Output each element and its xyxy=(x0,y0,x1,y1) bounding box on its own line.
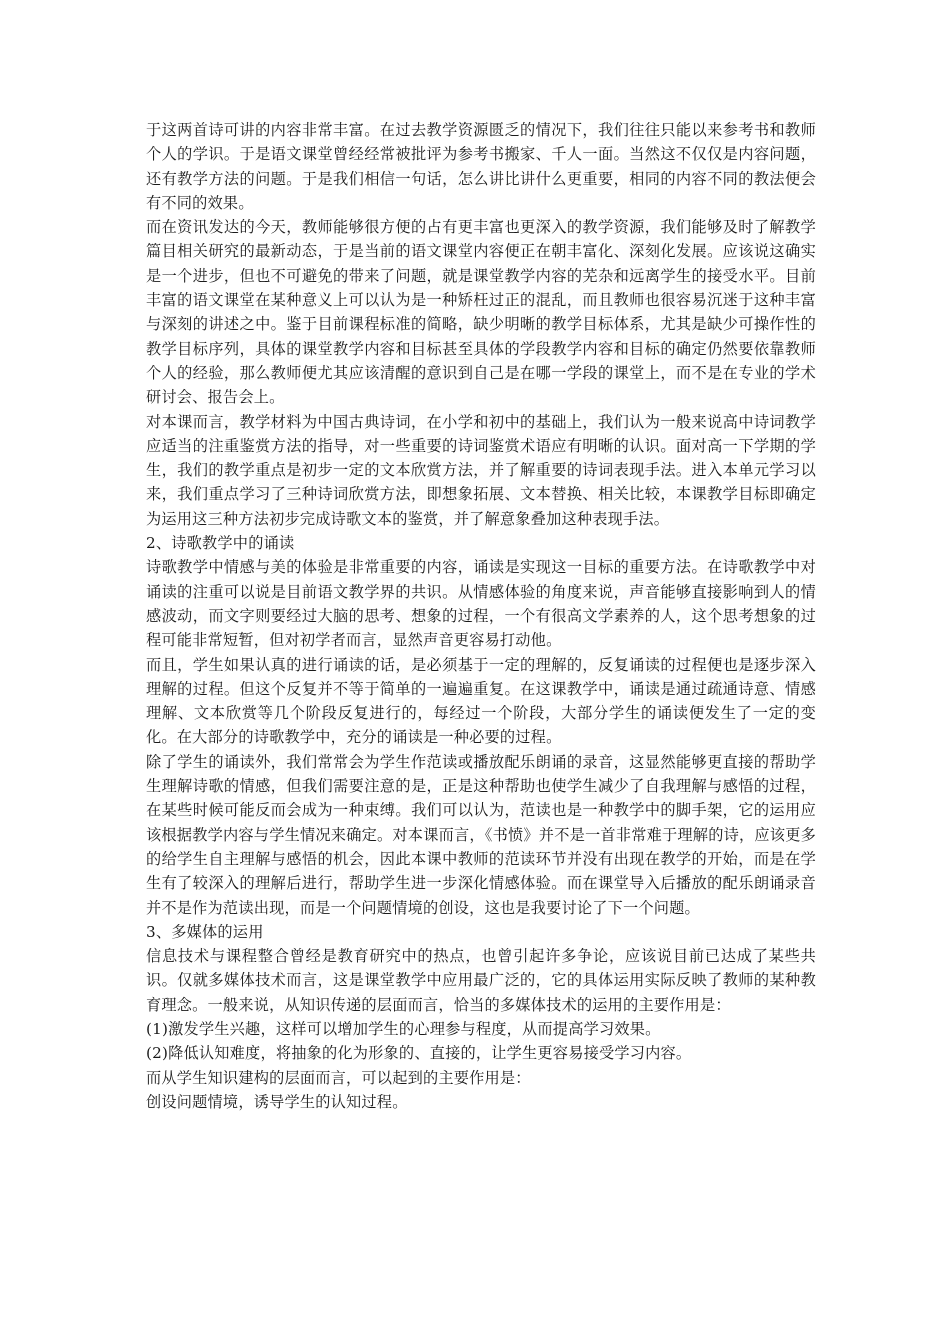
paragraph-course-goals: 对本课而言，教学材料为中国古典诗词，在小学和初中的基础上，我们认为一般来说高中诗词教学应适当的注重鉴赏方法的指导，对一些重要的诗词鉴赏术语应有明晰的认识。面对高一下学期的学生，我们的教学重点是初步一定的文本欣赏方法，并了解重要的诗词表现手法。进入本单元学习以来，我们重点学习了三种诗词欣赏方法，即想象拓展、文本替换、相关比较，本课教学目标即确定为运用这三种方法初步完成诗歌文本的鉴赏，并了解意象叠加这种表现手法。 xyxy=(146,412,816,528)
section-heading-multimedia: 3、多媒体的运用 xyxy=(146,922,264,941)
section-heading-recitation: 2、诗歌教学中的诵读 xyxy=(146,534,295,553)
paragraph-problem-situation: 创设问题情境，诱导学生的认知过程。 xyxy=(146,1092,408,1111)
document-body xyxy=(146,118,816,1114)
paragraph-knowledge-construction: 而从学生知识建构的层面而言，可以起到的主要作用是： xyxy=(146,1068,531,1087)
paragraph-recitation-understanding: 而且，学生如果认真的进行诵读的话，是必须基于一定的理解的，反复诵读的过程便也是逐步深入理解的过程。但这个反复并不等于简单的一遍遍重复。在这课教学中，诵读是通过疏通诗意、情感理解、文本欣赏等几个阶段反复进行的，每经过一个阶段，大部分学生的诵读便发生了一定的变化。在大部分的诗歌教学中，充分的诵读是一种必要的过程。 xyxy=(146,655,816,747)
list-item-reduce-difficulty: (2)降低认知难度，将抽象的化为形象的、直接的，让学生更容易接受学习内容。 xyxy=(146,1044,692,1063)
paragraph-intro-continued: 于这两首诗可讲的内容非常丰富。在过去教学资源匮乏的情况下，我们往往只能以来参考书和教师个人的学识。于是语文课堂曾经经常被批评为参考书搬家、千人一面。当然这不仅仅是内容问题，还有教学方法的问题。于是我们相信一句话，怎么讲比讲什么更重要，相同的内容不同的教法便会有不同的效果。 xyxy=(146,121,816,212)
paragraph-teaching-resources: 而在资讯发达的今天，教师能够很方便的占有更丰富也更深入的教学资源，我们能够及时了解教学篇目相关研究的最新动态，于是当前的语文课堂内容便正在朝丰富化、深刻化发展。应该说这确实是一个进步，但也不可避免的带来了问题，就是课堂教学内容的芜杂和远离学生的接受水平。目前丰富的语文课堂在某种意义上可以认为是一种矫枉过正的混乱，而且教师也很容易沉迷于这种丰富与深刻的讲述之中。鉴于目前课程标准的简略，缺少明晰的教学目标体系，尤其是缺少可操作性的教学目标序列，具体的课堂教学内容和目标甚至具体的学段教学内容和目标的确定仍然要依靠教师个人的经验，那么教师便尤其应该清醒的意识到自己是在哪一学段的课堂上，而不是在专业的学术研讨会、报告会上。 xyxy=(146,218,816,407)
paragraph-multimedia-intro: 信息技术与课程整合曾经是教育研究中的热点，也曾引起许多争论，应该说目前已达成了某些共识。仅就多媒体技术而言，这是课堂教学中应用最广泛的，它的具体运用实际反映了教师的某种教育理念。一般来说，从知识传递的层面而言，恰当的多媒体技术的运用的主要作用是： xyxy=(146,947,816,1014)
paragraph-model-reading: 除了学生的诵读外，我们常常会为学生作范读或播放配乐朗诵的录音，这显然能够更直接的帮助学生理解诗歌的情感，但我们需要注意的是，正是这种帮助也使学生减少了自我理解与感悟的过程，在某些时候可能反而会成为一种束缚。我们可以认为，范读也是一种教学中的脚手架，它的运用应该根据教学内容与学生情况来确定。对本课而言，《书愤》并不是一首非常难于理解的诗，应该更多的给学生自主理解与感悟的机会，因此本课中教师的范读环节并没有出现在教学的开始，而是在学生有了较深入的理解后进行，帮助学生进一步深化情感体验。而在课堂导入后播放的配乐朗诵录音并不是作为范读出现，而是一个问题情境的创设，这也是我要讨论了下一个问题。 xyxy=(146,752,816,917)
paragraph-recitation-importance: 诗歌教学中情感与美的体验是非常重要的内容，诵读是实现这一目标的重要方法。在诗歌教学中对诵读的注重可以说是目前语文教学界的共识。从情感体验的角度来说，声音能够直接影响到人的情感波动，而文字则要经过大脑的思考、想象的过程，一个有很高文学素养的人，这个思考想象的过程可能非常短暂，但对初学者而言，显然声音更容易打动他。 xyxy=(146,558,816,650)
list-item-stimulate-interest: (1)激发学生兴趣，这样可以增加学生的心理参与程度，从而提高学习效果。 xyxy=(146,1019,661,1038)
